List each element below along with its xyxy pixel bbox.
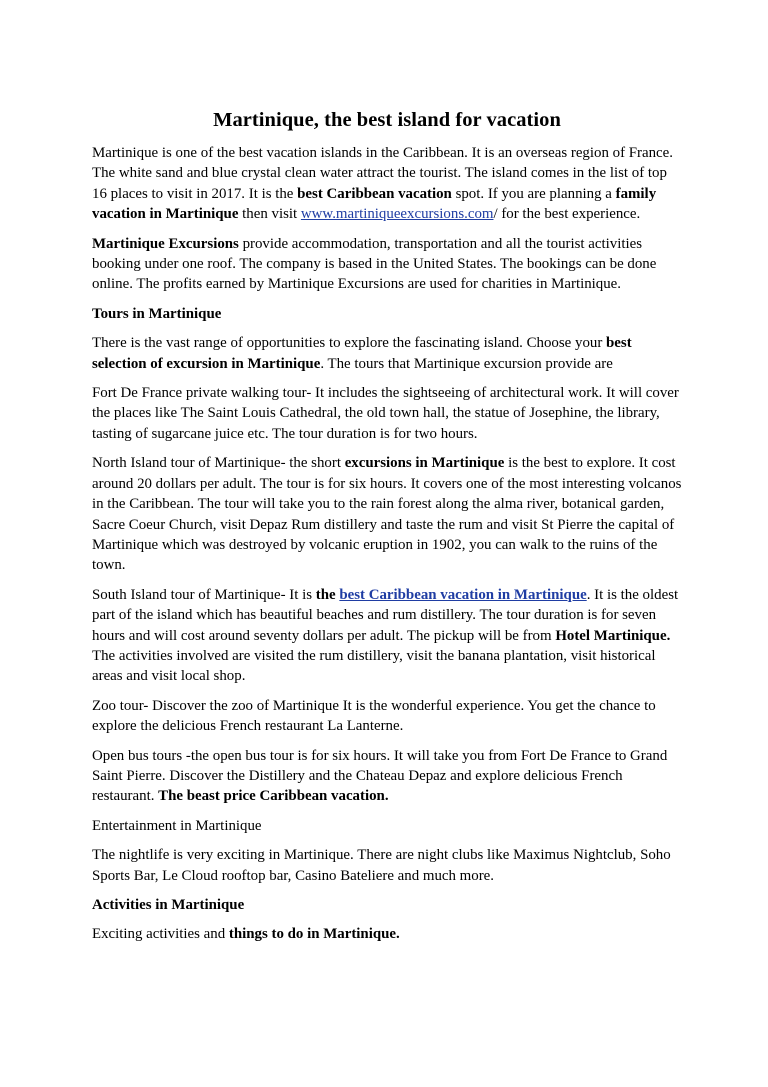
document-body (92, 108, 682, 954)
caribbean-vacation-link[interactable]: best Caribbean vacation in Martinique (339, 586, 587, 603)
company-paragraph (92, 234, 682, 295)
zoo-tour-paragraph: Zoo tour- Discover the zoo of Martinique It is the wonderful experience. You get the chance to explore the delicious French restaurant La Lanterne. (92, 697, 656, 735)
text-run: then visit (238, 206, 301, 223)
south-island-paragraph (92, 585, 682, 687)
bold-phrase: best selection of excursion in Martinique (92, 335, 632, 372)
tours-heading: Tours in Martinique (92, 305, 222, 322)
text-run: is the best to explore. It cost around 20 dollars per adult. The tour is for six hours. It covers one of the most interesting volcanos in the Caribbean. The tour will take you to the rain forest along the alma river, botanical garden, Sacre Coeur Church, visit Depaz Rum distillery and taste the rum and visit St Pierre the capital of Martinique which was destroyed by volcanic eruption in 1902, you can walk to the ruins of the town. (92, 455, 682, 574)
text-run: . It is the oldest part of the island which has beautiful beaches and rum distillery. The tour duration is for seven hours and will cost around seventy dollars per adult. The pickup will be from (92, 586, 679, 644)
intro-paragraph (92, 143, 682, 225)
text-run: South Island tour of Martinique- It is (92, 586, 316, 603)
bold-phrase: best Caribbean vacation (297, 185, 452, 202)
text-run: Open bus tours -the open bus tour is for six hours. It will take you from Fort De France to Grand Saint Pierre. Discover the Distillery and the Chateau Depaz and explore delicious French restaurant. (92, 747, 668, 805)
text-run: Exciting activities and (92, 926, 229, 943)
website-link[interactable]: www.martiniqueexcursions.com (300, 206, 494, 223)
bold-phrase: Hotel Martinique. (555, 627, 671, 644)
text-run: / for the best experience. (493, 206, 641, 223)
text-run: spot. If you are planning a (451, 185, 616, 202)
page-title: Martinique, the best island for vacation (213, 109, 561, 131)
activities-heading: Activities in Martinique (92, 897, 245, 913)
bold-phrase: The beast price Caribbean vacation. (158, 788, 389, 805)
text-run: provide accommodation, transportation and all the tourist activities booking under one roof. The company is based in the United States. The bookings can be done online. The profits earned by Martinique Excursions are used for charities in Martinique. (92, 235, 657, 293)
text-run: The activities involved are visited the rum distillery, visit the banana plantation, visit historical areas and visit local shop. (92, 647, 656, 685)
north-island-paragraph (92, 453, 682, 575)
text-run: . The tours that Martinique excursion provide are (320, 355, 613, 372)
entertainment-heading: Entertainment in Martinique (92, 817, 262, 834)
bold-phrase: the (315, 586, 336, 603)
text-run: Martinique is one of the best vacation islands in the Caribbean. It is an overseas region of France. The white sand and blue crystal clean water attract the tourist. The island comes in the list of top 16 places to visit in 2017. It is the (92, 145, 673, 202)
bold-phrase: things to do in Martinique. (228, 926, 400, 943)
bold-phrase: Martinique Excursions (92, 235, 239, 252)
tours-intro-paragraph (92, 333, 682, 374)
activities-paragraph (92, 924, 682, 944)
nightlife-paragraph: The nightlife is very exciting in Martinique. There are night clubs like Maximus Nightclub, Soho Sports Bar, Le Cloud rooftop bar, Casino Bateliere and much more. (92, 847, 671, 884)
bold-phrase: excursions in Martinique (344, 455, 505, 472)
open-bus-paragraph (92, 746, 682, 807)
text-run: There is the vast range of opportunities to explore the fascinating island. Choose your (92, 335, 607, 352)
bold-phrase: family vacation in Martinique (92, 185, 657, 223)
text-run: North Island tour of Martinique- the short (92, 455, 345, 472)
fort-de-france-paragraph: Fort De France private walking tour- It includes the sightseeing of architectural work. It will cover the places like The Saint Louis Cathedral, the old town hall, the statue of Josephine, the library, tasting of sugarcane juice etc. The tour duration is for two hours. (92, 385, 679, 442)
